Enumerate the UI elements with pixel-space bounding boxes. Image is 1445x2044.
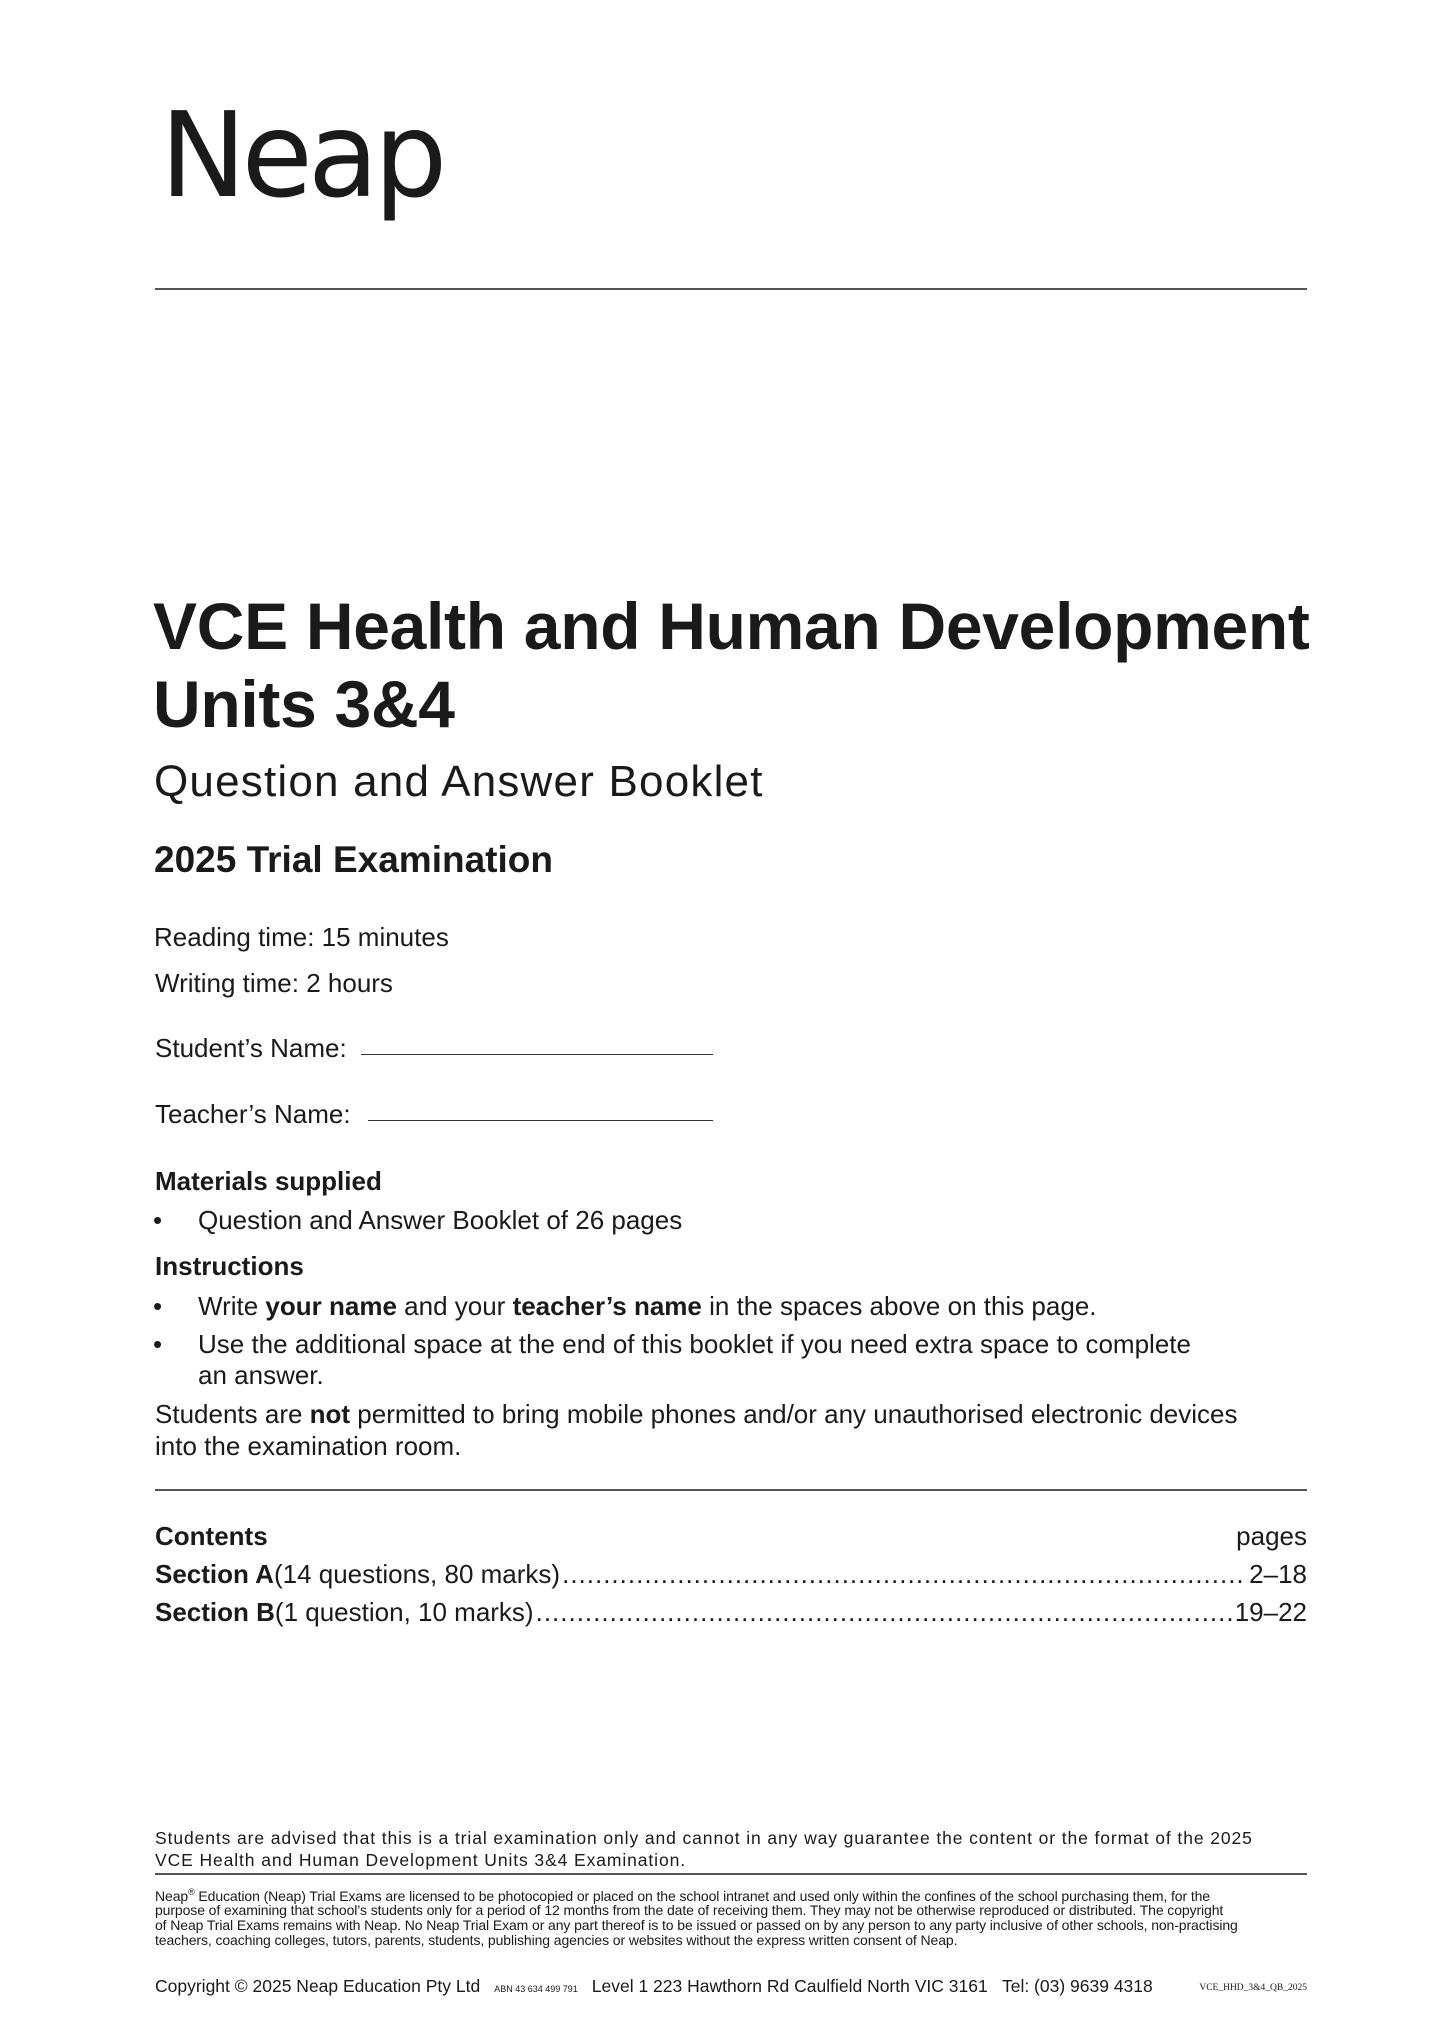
teacher-name-field[interactable] xyxy=(368,1120,713,1121)
footer-divider xyxy=(155,1873,1307,1875)
instruction-item-2-line1: Use the additional space at the end of this booklet if you need extra space to complete xyxy=(198,1329,1191,1359)
instruction-item-2-line2: an answer. xyxy=(198,1360,324,1390)
materials-item: Question and Answer Booklet of 26 pages xyxy=(198,1205,683,1235)
writing-time: Writing time: 2 hours xyxy=(155,968,393,998)
licence-text: Education (Neap) Trial Exams are licensed to be photocopied or placed on the school intranet and used only within the confines of the school purchasing them, for the xyxy=(194,1888,1210,1904)
instruction-item-1 xyxy=(198,1293,1097,1319)
reading-time: Reading time: 15 minutes xyxy=(154,922,449,952)
notice-text: Students are xyxy=(155,1399,310,1429)
instruction-emphasis: teacher’s name xyxy=(512,1291,702,1321)
toc-leader-dots xyxy=(536,1599,1233,1625)
page-title-line2: Units 3&4 xyxy=(153,667,455,741)
contents-divider xyxy=(155,1489,1307,1491)
notice-text: permitted to bring mobile phones and/or any unauthorised electronic devices xyxy=(350,1399,1238,1429)
contents-row-section-a[interactable] xyxy=(155,1561,1307,1587)
licence-line1 xyxy=(155,1888,1210,1903)
licence-line2: purpose of examining that school’s students only for a period of 12 months from the date of receiving them. They may not be otherwise reproduced or distributed. The copyright xyxy=(155,1902,1224,1918)
device-notice-line2: into the examination room. xyxy=(155,1431,462,1461)
bullet-icon: • xyxy=(153,1205,163,1235)
toc-page-range: 2–18 xyxy=(1249,1559,1307,1589)
instruction-text: in the spaces above on this page. xyxy=(701,1291,1097,1321)
licence-brand: Neap xyxy=(155,1888,189,1904)
advisory-line1: Students are advised that this is a trial examination only and cannot in any way guarantee the content or the format of the 2025 xyxy=(155,1828,1253,1848)
instructions-heading: Instructions xyxy=(155,1251,304,1281)
licence-line3: of Neap Trial Exams remains with Neap. No Neap Trial Exam or any part thereof is to be issued or passed on by any person to any party inclusive of other schools, non-practising xyxy=(155,1917,1238,1933)
bullet-icon: • xyxy=(153,1291,163,1321)
document-code: VCE_HHD_3&4_QB_2025 xyxy=(1199,1983,1307,1993)
student-name-field[interactable] xyxy=(361,1054,713,1055)
student-name-label: Student’s Name: xyxy=(155,1033,347,1063)
address-phone: Level 1 223 Hawthorn Rd Caulfield North VIC 3161 Tel: (03) 9639 4318 xyxy=(591,1976,1153,1996)
toc-section-detail: (1 question, 10 marks) xyxy=(274,1597,534,1627)
instruction-text: and your xyxy=(396,1291,513,1321)
contents-row-section-b[interactable] xyxy=(155,1599,1307,1625)
page-subtitle: Question and Answer Booklet xyxy=(154,757,764,806)
instruction-text: Write xyxy=(198,1291,266,1321)
toc-section-name: Section A xyxy=(155,1559,274,1589)
contents-heading: Contents xyxy=(155,1521,268,1551)
toc-section-name: Section B xyxy=(155,1597,275,1627)
exam-year-heading: 2025 Trial Examination xyxy=(154,839,553,880)
neap-logo: Neap xyxy=(160,86,443,224)
advisory-line2: VCE Health and Human Development Units 3&4 Examination. xyxy=(155,1850,686,1870)
teacher-name-label: Teacher’s Name: xyxy=(155,1099,351,1129)
copyright-text: Copyright © 2025 Neap Education Pty Ltd xyxy=(155,1976,481,1996)
licence-line4: teachers, coaching colleges, tutors, parents, students, publishing agencies or websites without the express written consent of Neap. xyxy=(155,1932,958,1948)
instruction-emphasis: your name xyxy=(265,1291,397,1321)
toc-section-detail: (14 questions, 80 marks) xyxy=(273,1559,561,1589)
registered-mark: ® xyxy=(188,1887,195,1897)
copyright-line xyxy=(155,1978,1153,1996)
page-title-line1: VCE Health and Human Development xyxy=(153,589,1310,663)
header-divider xyxy=(155,288,1307,290)
toc-page-range: 19–22 xyxy=(1234,1597,1307,1627)
abn-number: ABN 43 634 499 791 xyxy=(494,1984,578,1994)
materials-heading: Materials supplied xyxy=(155,1166,382,1196)
toc-leader-dots xyxy=(562,1561,1247,1587)
device-notice-line1 xyxy=(155,1401,1238,1427)
pages-label: pages xyxy=(1236,1521,1307,1551)
notice-emphasis: not xyxy=(309,1399,351,1429)
bullet-icon: • xyxy=(153,1329,163,1359)
contents-header xyxy=(155,1523,1307,1549)
